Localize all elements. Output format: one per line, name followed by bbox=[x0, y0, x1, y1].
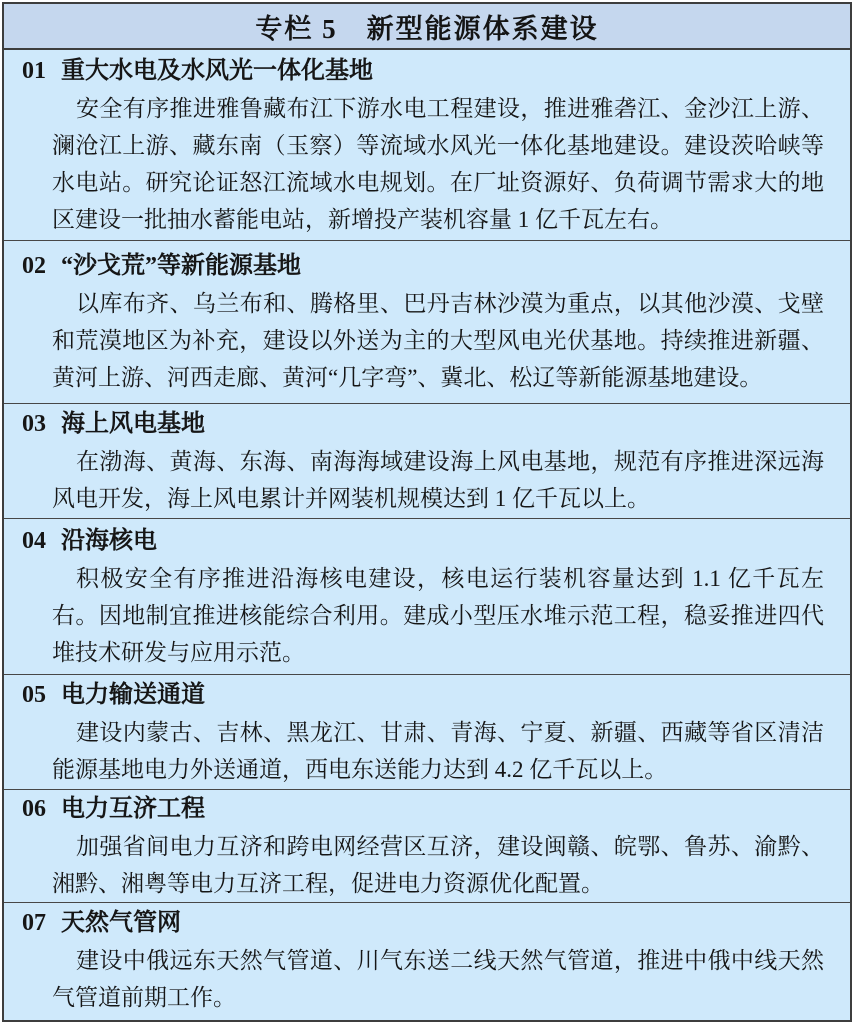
section-heading bbox=[4, 677, 850, 714]
box-title: 专栏 5 新型能源体系建设 bbox=[255, 13, 599, 44]
section-body: 加强省间电力互济和跨电网经营区互济，建设闽赣、皖鄂、鲁苏、渝黔、湘黔、湘粤等电力互济工程，促进电力资源优化配置。 bbox=[52, 833, 824, 896]
box-header bbox=[4, 4, 850, 50]
section-body: 积极安全有序推进沿海核电建设，核电运行装机容量达到 1.1 亿千瓦左右。因地制宜推进核能综合利用。建成小型压水堆示范工程，稳妥推进四代堆技术研发与应用示范。 bbox=[52, 565, 824, 665]
section-06-grid-interconnection-projects bbox=[4, 790, 850, 903]
section-list bbox=[4, 50, 850, 1020]
section-number: 06 bbox=[22, 795, 46, 822]
section-heading bbox=[4, 523, 850, 560]
section-03-offshore-wind-base bbox=[4, 404, 850, 519]
section-04-coastal-nuclear bbox=[4, 519, 850, 675]
section-title: “沙戈荒”等新能源基地 bbox=[61, 253, 301, 279]
section-number: 03 bbox=[22, 410, 46, 437]
section-heading bbox=[4, 406, 850, 443]
section-body: 建设中俄远东天然气管道、川气东送二线天然气管道，推进中俄中线天然气管道前期工作。 bbox=[52, 948, 824, 1010]
section-05-power-transmission-corridors bbox=[4, 675, 850, 790]
policy-box-frame bbox=[2, 2, 852, 1022]
section-02-desert-renewables-base bbox=[4, 241, 850, 404]
section-number: 05 bbox=[22, 681, 46, 708]
section-heading bbox=[4, 791, 850, 828]
section-heading bbox=[4, 248, 850, 285]
section-title: 沿海核电 bbox=[61, 527, 157, 554]
section-number: 01 bbox=[22, 57, 46, 84]
section-title: 天然气管网 bbox=[61, 910, 181, 936]
section-number: 04 bbox=[22, 527, 46, 554]
section-01-hydropower-base bbox=[4, 50, 850, 241]
section-heading bbox=[4, 53, 850, 90]
section-heading bbox=[4, 905, 850, 942]
section-number: 02 bbox=[22, 253, 46, 279]
section-body: 建设内蒙古、吉林、黑龙江、甘肃、青海、宁夏、新疆、西藏等省区清洁能源基地电力外送通道，西电东送能力达到 4.2 亿千瓦以上。 bbox=[52, 719, 824, 782]
section-body: 以库布齐、乌兰布和、腾格里、巴丹吉林沙漠为重点，以其他沙漠、戈壁和荒漠地区为补充，建设以外送为主的大型风电光伏基地。持续推进新疆、黄河上游、河西走廊、黄河“几字弯”、冀北、松辽等新能源基地建设。 bbox=[52, 291, 824, 390]
section-body: 在渤海、黄海、东海、南海海域建设海上风电基地，规范有序推进深远海风电开发，海上风电累计并网装机规模达到 1 亿千瓦以上。 bbox=[52, 448, 824, 511]
section-title: 海上风电基地 bbox=[61, 410, 205, 437]
section-07-gas-pipeline-network bbox=[4, 903, 850, 1018]
section-number: 07 bbox=[22, 910, 46, 936]
section-title: 重大水电及水风光一体化基地 bbox=[61, 57, 373, 84]
section-title: 电力输送通道 bbox=[61, 681, 205, 708]
section-title: 电力互济工程 bbox=[61, 795, 205, 822]
section-body: 安全有序推进雅鲁藏布江下游水电工程建设，推进雅砻江、金沙江上游、澜沧江上游、藏东南（玉察）等流域水风光一体化基地建设。建设茨哈峡等水电站。研究论证怒江流域水电规划。在厂址资源好、负荷调节需求大的地区建设一批抽水蓄能电站，新增投产装机容量 1 亿千瓦左右。 bbox=[52, 95, 824, 232]
